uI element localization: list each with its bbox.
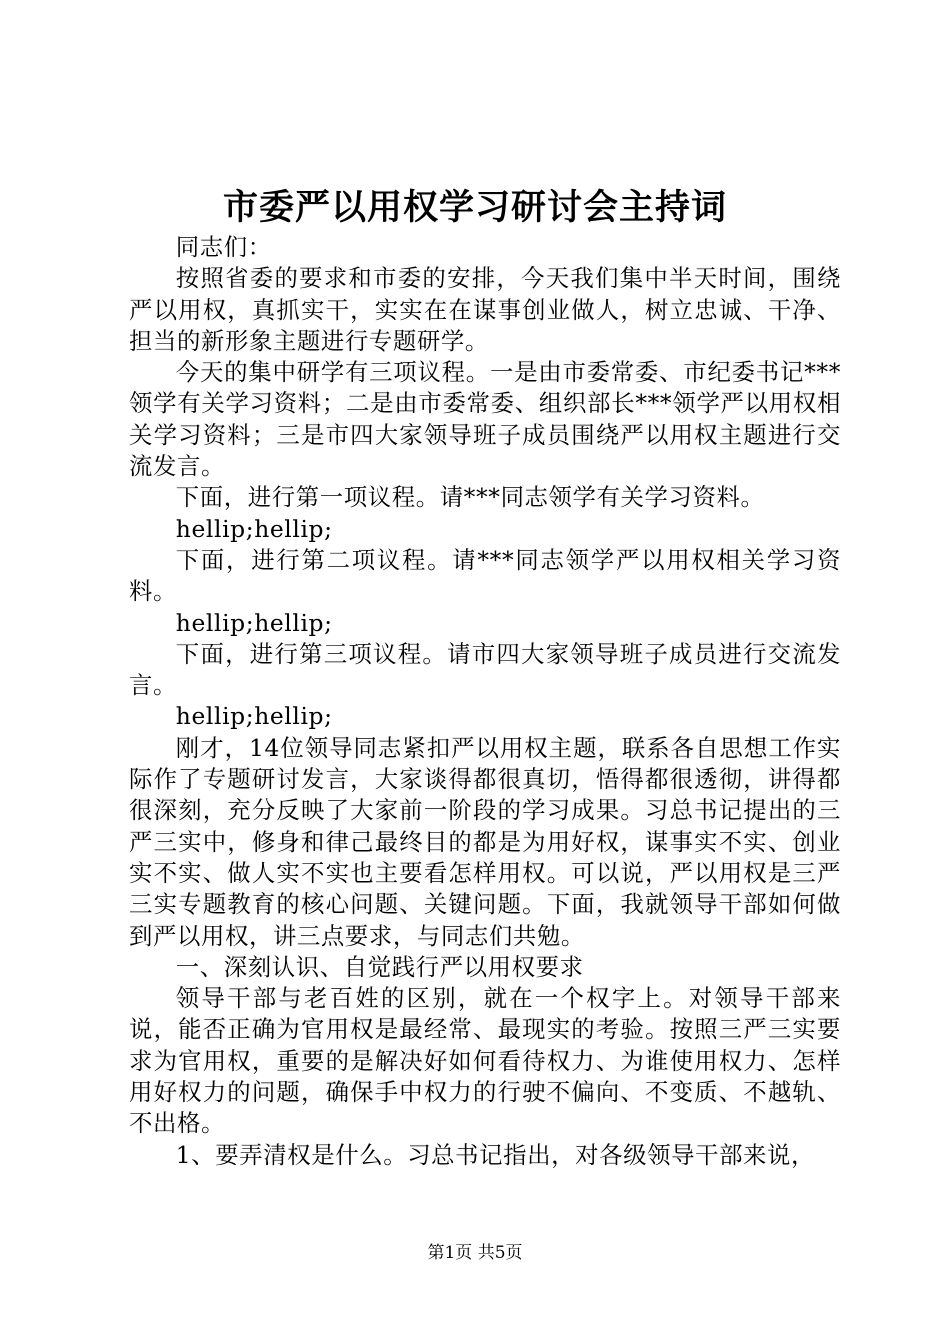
paragraph: 今天的集中研学有三项议程。一是由市委常委、市纪委书记***领学有关学习资料；二是由市委常委、组织部长***领学严以用权相关学习资料；三是市四大家领导班子成员围绕严以用权主题进行交流发言。 bbox=[129, 358, 841, 481]
paragraph-greeting: 同志们： bbox=[175, 233, 272, 261]
paragraph: 下面，进行第一项议程。请***同志领学有关学习资料。 bbox=[175, 483, 765, 512]
page-footer: 第1页 共5页 bbox=[427, 1243, 523, 1263]
paragraph: 1、要弄清权是什么。习总书记指出，对各级领导干部来说， bbox=[175, 1140, 816, 1169]
paragraph: 下面，进行第二项议程。请***同志领学严以用权相关学习资料。 bbox=[129, 545, 841, 606]
section-heading: 一、深刻认识、自觉践行严以用权要求 bbox=[175, 952, 584, 981]
paragraph: 领导干部与老百姓的区别，就在一个权字上。对领导干部来说，能否正确为官用权是最经常、最现实的考验。按照三严三实要求为官用权，重要的是解决好如何看待权力、为谁使用权力、怎样用好权力的问题，确保手中权力的行驶不偏向、不变质、不越轨、不出格。 bbox=[129, 984, 841, 1138]
paragraph-ellipsis: hellip;hellip; bbox=[175, 514, 333, 543]
paragraph: 刚才，14位领导同志紧扣严以用权主题，联系各自思想工作实际作了专题研讨发言，大家谈得都很真切，悟得都很透彻，讲得都很深刻，充分反映了大家前一阶段的学习成果。习总书记提出的三严三实中，修身和律己最终目的都是为用好权，谋事实不实、创业实不实、做人实不实也主要看怎样用权。可以说，严以用权是三严三实专题教育的核心问题、关键问题。下面，我就领导干部如何做到严以用权，讲三点要求，与同志们共勉。 bbox=[129, 733, 841, 950]
paragraph: 按照省委的要求和市委的安排，今天我们集中半天时间，围绕严以用权，真抓实干，实实在在谋事创业做人，树立忠诚、干净、担当的新形象主题进行专题研学。 bbox=[129, 264, 841, 355]
document-body bbox=[129, 232, 841, 1171]
paragraph: 下面，进行第三项议程。请市四大家领导班子成员进行交流发言。 bbox=[129, 639, 841, 700]
document-title: 市委严以用权学习研讨会主持词 bbox=[222, 187, 727, 228]
paragraph-ellipsis: hellip;hellip; bbox=[175, 608, 333, 637]
paragraph-ellipsis: hellip;hellip; bbox=[175, 702, 333, 731]
